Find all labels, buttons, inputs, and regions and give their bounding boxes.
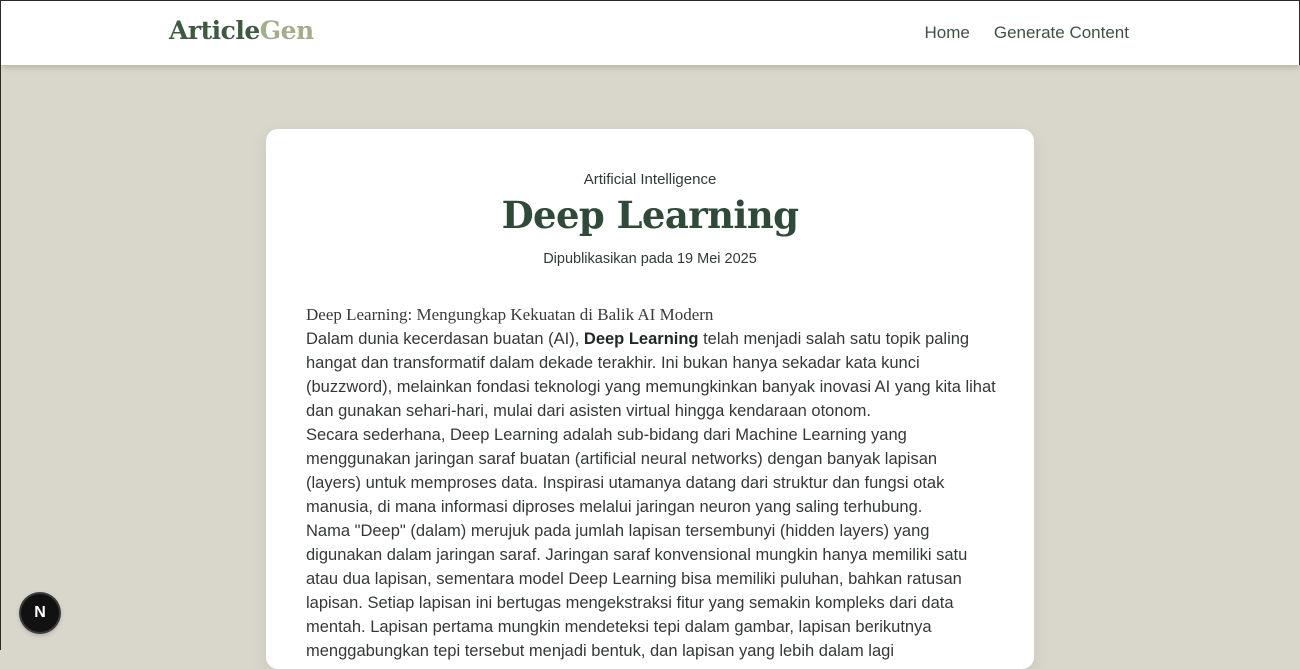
article-card	[266, 129, 1034, 669]
n-logo-icon: N	[34, 604, 46, 621]
nav-links	[924, 23, 1129, 43]
top-navbar	[1, 1, 1300, 65]
article-paragraph	[306, 327, 996, 423]
nextjs-dev-indicator-button[interactable]	[21, 594, 59, 632]
article-paragraph: Nama "Deep" (dalam) merujuk pada jumlah lapisan tersembunyi (hidden layers) yang digunakan dalam jaringan saraf. Jaringan saraf konvensional mungkin hanya memiliki satu atau dua lapisan, sementara model Deep Learning bisa memiliki puluhan, bahkan ratusan lapisan. Setiap lapisan ini bertugas mengekstraksi fitur yang semakin kompleks dari data mentah. Lapisan pertama mungkin mendeteksi tepi dalam gambar, lapisan berikutnya menggabungkan tepi tersebut menjadi bentuk, dan lapisan yang lebih dalam lagi	[306, 522, 968, 660]
paragraph-text: telah menjadi salah satu topik paling hangat dan transformatif dalam dekade terakhir. Ini bukan hanya sekadar kata kunci (buzzword), melainkan fondasi teknologi yang memungkinkan banyak inovasi AI yang kita lihat dan gunakan sehari-hari, mulai dari asisten virtual hingga kendaraan otonom.	[306, 330, 996, 420]
paragraph-bold-text: Deep Learning	[583, 330, 699, 348]
article-content	[306, 303, 996, 663]
nav-link-generate-content[interactable]: Generate Content	[993, 23, 1129, 42]
article-paragraph: Secara sederhana, Deep Learning adalah sub-bidang dari Machine Learning yang menggunakan jaringan saraf buatan (artificial neural networks) dengan banyak lapisan (layers) untuk memproses data. Inspirasi utamanya datang dari struktur dan fungsi otak manusia, di mana informasi diproses melalui jaringan neuron yang saling terhubung.	[306, 426, 945, 516]
brand-logo[interactable]	[169, 16, 314, 45]
brand-primary: Article	[169, 16, 260, 45]
article-category: Artificial Intelligence	[583, 171, 717, 188]
article-subheading: Deep Learning: Mengungkap Kekuatan di Balik AI Modern	[306, 305, 714, 324]
brand-secondary: Gen	[259, 16, 314, 45]
paragraph-text: Dalam dunia kecerdasan buatan (AI),	[306, 330, 584, 348]
article-published-date: Dipublikasikan pada 19 Mei 2025	[543, 251, 757, 267]
article-title: Deep Learning	[501, 193, 799, 237]
nav-link-home[interactable]: Home	[924, 23, 970, 42]
